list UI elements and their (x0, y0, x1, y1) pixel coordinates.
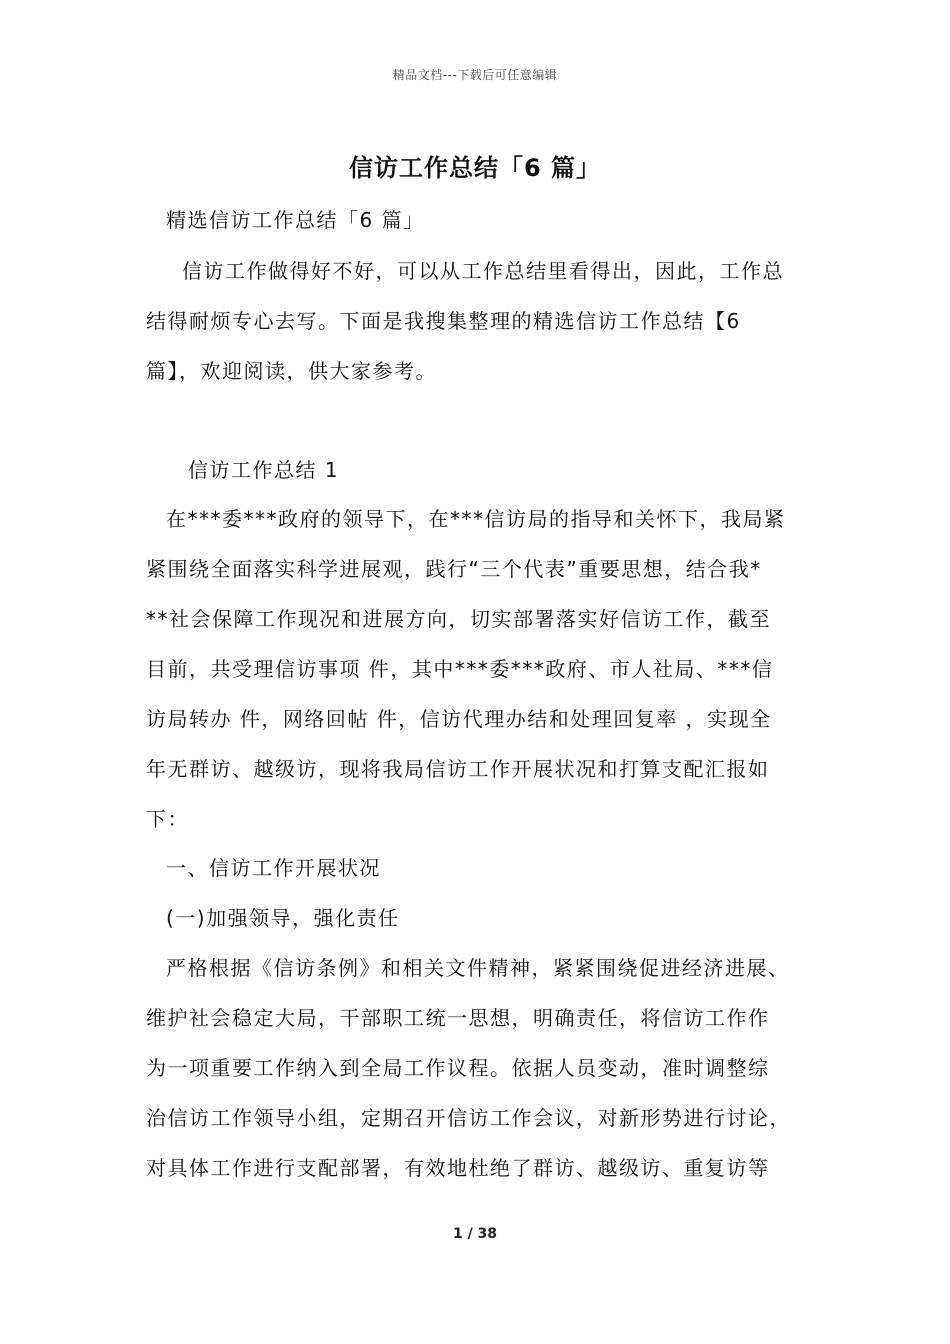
body-line-10: 为一项重要工作纳入到全局工作议程。依据人员变动，准时调整综 (146, 1056, 770, 1080)
intro-line-3: 篇】，欢迎阅读，供大家参考。 (146, 359, 437, 383)
intro-line-1: 信访工作做得好不好，可以从工作总结里看得出，因此，工作总 (182, 259, 784, 283)
body-line-12: 对具体工作进行支配部署，有效地杜绝了群访、越级访、重复访等 (146, 1156, 770, 1180)
subheading-1-1: (一)加强领导，强化责任 (166, 906, 400, 930)
body-line-5: 访局转办 件，网络回帖 件，信访代理办结和处理回复率 ，实现全 (146, 707, 772, 731)
subheading-1: 一、信访工作开展状况 (166, 856, 381, 880)
body-line-6: 年无群访、越级访，现将我局信访工作开展状况和打算支配汇报如 (146, 757, 770, 781)
body-line-1: 在***委***政府的领导下，在***信访局的指导和关怀下，我局紧 (166, 507, 786, 531)
body-line-8: 严格根据《信访条例》和相关文件精神，紧紧围绕促进经济进展、 (166, 956, 790, 980)
body-line-9: 维护社会稳定大局，干部职工统一思想，明确责任，将信访工作作 (146, 1006, 770, 1030)
body-line-4: 目前，共受理信访事项 件，其中***委***政府、市人社局、***信 (146, 657, 774, 681)
header-note: 精品文档---下载后可任意编辑 (392, 68, 558, 82)
page-number: 1 / 38 (452, 1226, 498, 1242)
body-line-11: 治信访工作领导小组，定期召开信访工作会议，对新形势进行讨论， (146, 1106, 791, 1130)
body-line-3: **社会保障工作现况和进展方向，切实部署落实好信访工作，截至 (146, 607, 771, 631)
subtitle-line: 精选信访工作总结「6 篇」 (166, 208, 425, 232)
body-line-7: 下： (146, 807, 189, 831)
section-heading-1: 信访工作总结 1 (188, 458, 340, 482)
document-title: 信访工作总结「6 篇」 (348, 154, 602, 182)
body-line-2: 紧围绕全面落实科学进展观，践行“三个代表”重要思想，结合我* (146, 557, 762, 581)
intro-line-2: 结得耐烦专心去写。下面是我搜集整理的精选信访工作总结【6 (146, 309, 741, 333)
